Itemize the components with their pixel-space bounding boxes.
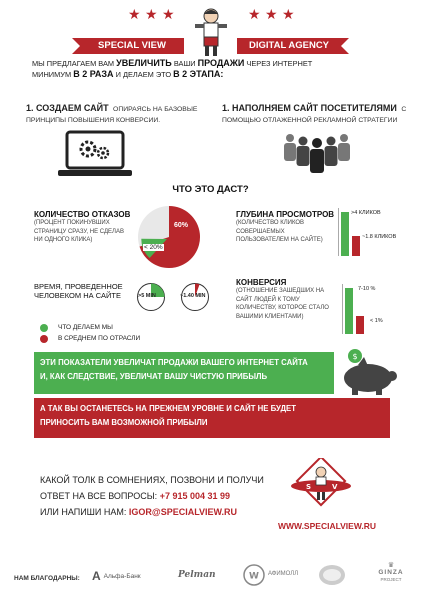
bar-label-ours: 7-10 % xyxy=(358,286,376,292)
piggy-bank-icon xyxy=(330,348,400,396)
depth-bar-chart xyxy=(338,208,420,258)
time-label-average: ~1.40 MIN xyxy=(180,293,206,299)
bar-ours xyxy=(341,212,349,256)
legend-label-ours: ЧТО ДЕЛАЕМ МЫ xyxy=(58,324,113,331)
legend-dot-average xyxy=(40,335,48,343)
email-link[interactable]: IGOR@SPECIALVIEW.RU xyxy=(128,507,238,517)
intro-text: МЫ ПРЕДЛАГАЕМ ВАМ УВЕЛИЧИТЬ ВАШИ ПРОДАЖИ ЧЕРЕЗ ИНТЕРНЕТ МИНИМУМ В 2 РАЗА И ДЕЛАЕМ ЭТО В 2 ЭТАПА: xyxy=(32,58,313,79)
star-icon: ★ xyxy=(282,6,295,22)
agency-type-banner: DIGITAL AGENCY xyxy=(237,38,341,54)
stat-refusals: КОЛИЧЕСТВО ОТКАЗОВ (ПРОЦЕНТ ПОКИНУВШИХ СТРАНИЦУ СРАЗУ, НЕ СДЕЛАВ НИ ОДНОГО КЛИКА) xyxy=(34,210,149,245)
step-text: ОПИРАЯСЬ НА БАЗОВЫЕ xyxy=(113,106,198,113)
warning-banner: А ТАК ВЫ ОСТАНЕТЕСЬ НА ПРЕЖНЕМ УРОВНЕ И САЙТ НЕ БУДЕТ ПРИНОСИТЬ ВАМ ВОЗМОЖНОЙ ПРИБЫЛИ xyxy=(34,398,390,438)
mascot-logo xyxy=(192,4,230,58)
afimall-logo-icon xyxy=(242,563,266,587)
time-average-gauge xyxy=(180,282,210,312)
svg-text:V: V xyxy=(332,483,338,491)
partner-ginza: ♛ GINZA PROJECT xyxy=(370,562,412,590)
star-icon: ★ xyxy=(265,6,278,22)
people-crowd-icon xyxy=(276,130,358,176)
partner-pelman: Pelman xyxy=(178,570,216,580)
step-create-site xyxy=(26,98,206,125)
stat-title: КОНВЕРСИЯ xyxy=(236,278,287,287)
bar-average xyxy=(352,236,360,256)
phone-link[interactable]: +7 915 004 31 99 xyxy=(159,491,231,501)
star-icon: ★ xyxy=(145,6,158,22)
refusals-pie-chart xyxy=(136,204,202,270)
star-icon: ★ xyxy=(128,6,141,22)
stat-conversion: КОНВЕРСИЯ (ОТНОШЕНИЕ ЗАШЕДШИХ НА САЙТ ЛЮДЕЙ К ТОМУ КОЛИЧЕСТВУ, КОТОРОЕ СТАЛО ВАШИМИ КЛИЕНТАМИ) xyxy=(236,278,336,321)
conversion-bar-chart xyxy=(342,284,412,336)
step-text: С xyxy=(401,106,407,113)
svg-text:$: $ xyxy=(352,352,358,361)
legend-label-average: В СРЕДНЕМ ПО ОТРАСЛИ xyxy=(58,335,141,342)
stat-depth: ГЛУБИНА ПРОСМОТРОВ (КОЛИЧЕСТВО КЛИКОВ СОВЕРШАЕМЫХ ПОЛЬЗОВАТЕЛЕМ НА САЙТЕ) xyxy=(236,210,346,245)
star-icon: ★ xyxy=(162,6,175,22)
what-gives-heading: ЧТО ЭТО ДАСТ? xyxy=(172,184,249,195)
ginza-logo-icon: ♛ xyxy=(387,562,395,569)
stat-time: ВРЕМЯ, ПРОВЕДЕННОЕ ЧЕЛОВЕКОМ НА САЙТЕ xyxy=(34,282,123,300)
legend-dot-ours xyxy=(40,324,48,332)
svg-text:W: W xyxy=(249,571,259,582)
pie-label-average: 60% xyxy=(174,222,189,229)
partners-label: НАМ БЛАГОДАРНЫ: xyxy=(14,575,80,582)
star-icon: ★ xyxy=(248,6,261,22)
agency-name-banner: SPECIAL VIEW xyxy=(80,38,184,54)
laptop-gears-icon xyxy=(58,130,132,178)
time-label-ours: >5 MIN xyxy=(138,293,156,299)
svg-text:S: S xyxy=(306,483,312,491)
partner-afimall: W АФИМОЛЛ xyxy=(242,563,308,587)
stat-title: ГЛУБИНА ПРОСМОТРОВ xyxy=(236,210,335,219)
stat-title: КОЛИЧЕСТВО ОТКАЗОВ xyxy=(34,210,131,219)
bar-label-ours: >4 КЛИКОВ xyxy=(351,210,381,216)
pie-label-ours: < 20% xyxy=(144,244,163,251)
legend xyxy=(40,322,140,344)
contact-block: КАКОЙ ТОЛК В СОМНЕНИЯХ, ПОЗВОНИ И ПОЛУЧИ ОТВЕТ НА ВСЕ ВОПРОСЫ: +7 915 004 31 99 ИЛИ НАПИШИ НАМ: IGOR@SPECIALVIEW.RU xyxy=(40,475,264,517)
step-text: ПОМОЩЬЮ ОТЛАЖЕННОЙ РЕКЛАМНОЙ СТРАТЕГИИ xyxy=(222,117,398,124)
partner-round-logo xyxy=(318,564,346,586)
bar-label-average: ~1.8 КЛИКОВ xyxy=(362,234,397,240)
bar-average xyxy=(356,316,364,334)
time-ours-gauge xyxy=(136,282,166,312)
sv-logo xyxy=(286,458,356,516)
alfa-logo-icon: A xyxy=(92,569,101,583)
partner-alfa-bank: A Альфа-Банк xyxy=(92,569,141,583)
bar-ours xyxy=(345,288,353,334)
benefit-banner: ЭТИ ПОКАЗАТЕЛИ УВЕЛИЧАТ ПРОДАЖИ ВАШЕГО ИНТЕРНЕТ САЙТА И, КАК СЛЕДСТВИЕ, УВЕЛИЧАТ ВАШУ ЧИСТУЮ ПРИБЫЛЬ xyxy=(34,352,334,394)
step-heading: 1. НАПОЛНЯЕМ САЙТ ПОСЕТИТЕЛЯМИ xyxy=(222,103,397,113)
bar-label-average: < 1% xyxy=(370,318,383,324)
axis-line xyxy=(342,284,343,334)
axis-line xyxy=(338,208,339,256)
step-heading: 1. СОЗДАЕМ САЙТ xyxy=(26,103,109,113)
website-link[interactable]: WWW.SPECIALVIEW.RU xyxy=(277,521,377,531)
step-fill-visitors xyxy=(222,98,412,125)
step-text: ПРИНЦИПЫ ПОВЫШЕНИЯ КОНВЕРСИИ. xyxy=(26,117,161,124)
